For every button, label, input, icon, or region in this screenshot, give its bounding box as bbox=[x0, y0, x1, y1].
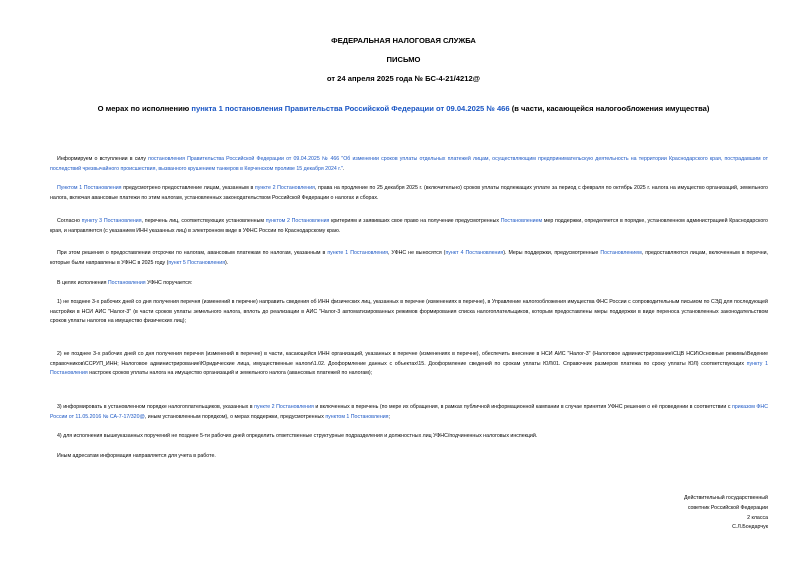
clause-5-link[interactable]: пункт 5 Постановления bbox=[168, 259, 226, 266]
clause-4-link[interactable]: пункт 4 Постановления bbox=[445, 250, 504, 256]
clause-2-link[interactable]: пункте 2 Постановления bbox=[254, 404, 314, 410]
document-date-number: от 24 апреля 2025 года № БС-4-21/4212@ bbox=[326, 74, 481, 83]
paragraph-text: настроек сроков уплаты налога на имущество организаций и земельного налога (авансовых платежей по налогам); bbox=[87, 370, 373, 376]
paragraph-text: Согласно bbox=[57, 218, 82, 224]
paragraph-text: 1) не позднее 3-х рабочих дней со дня получения перечня (изменений в перечне) направить сведения об ИНН физических лиц, указанных в перечне (изменениях в перечне), в Управление налогообложения имущества ФНС России с сопроводительным письмом по СЭД для последующей настройки в НСИ АИС "Налог-3" (в части сроков уплаты земельного налога, вплоть до реализации в АИС "Налог-3 автоматизированных режимов формирования списка налогоплательщиков, которым предоставлены меры поддержки в виде переноса установленных законодательством сроков уплаты налогов на имущество физических лиц); bbox=[50, 299, 768, 324]
paragraph-1 bbox=[50, 155, 768, 174]
paragraph-text: . bbox=[342, 165, 345, 172]
paragraph-3 bbox=[50, 217, 768, 236]
paragraph-8 bbox=[50, 403, 768, 422]
clause-1-link[interactable]: Пунктом 1 Постановления bbox=[57, 185, 122, 191]
paragraph-5 bbox=[50, 279, 768, 289]
paragraph-text: Информируем о вступлении в силу bbox=[57, 156, 149, 162]
signature-block bbox=[590, 494, 768, 533]
paragraph-text: мер поддержки, определяется в порядке, установленном администрацией Краснодарского края, и направляется (с указанием ИНН указанных лиц) в электронном виде в УФНС России по Краснодарскому краю. bbox=[50, 218, 768, 234]
clause-1-link[interactable]: пунктом 1 Постановления bbox=[325, 413, 389, 420]
paragraph-9 bbox=[50, 432, 768, 442]
clause-3-link[interactable]: пункту 3 Постановления bbox=[81, 218, 142, 224]
resolution-466-link[interactable]: постановления Правительства Российской Федерации от 09.04.2025 № 466 "Об изменении сроков уплаты отдельных платежей лицам, осуществляющим предпринимательскую деятельность на территории Краснодарского края, пострадавшим от последствий чрезвычайного происшествия, вызванного крушением танкеров в Керченском проливе 15 декабря 2024 г." bbox=[50, 156, 768, 172]
paragraph-text: , предоставляются лицам, включенным в перечни, которые были направлены в УФНС в 2025 году ( bbox=[50, 250, 768, 266]
paragraph-text: 4) для исполнения вышеуказанных поручений не позднее 5-ти рабочих дней определить ответственные структурные подразделения и должностных лиц УФНС/подчиненных налоговых инспекций. bbox=[57, 433, 538, 439]
paragraph-text: ). Меры поддержки, предусмотренные bbox=[503, 250, 601, 256]
paragraph-text: и включенных в перечень (по мере их обращения, в рамках публичной информационной кампании в случае принятия УФНС решения о её проведении в соответствии с bbox=[313, 404, 733, 410]
clause-1-link[interactable]: пункте 1 Постановления bbox=[327, 250, 388, 256]
paragraph-text: предусмотрено предоставление лицам, указанным в bbox=[121, 185, 255, 191]
paragraph-text: При этом решения о предоставлении отсрочки по налогам, авансовым платежам по налогам, указанным в bbox=[57, 250, 328, 256]
paragraph-7 bbox=[50, 350, 768, 379]
paragraph-4 bbox=[50, 249, 768, 268]
paragraph-text: В целях исполнения bbox=[57, 280, 108, 286]
resolution-link[interactable]: Постановлением bbox=[500, 218, 543, 224]
paragraph-text: ). bbox=[225, 259, 229, 266]
agency-title: ФЕДЕРАЛЬНАЯ НАЛОГОВАЯ СЛУЖБА bbox=[331, 36, 476, 45]
paragraph-text: УФНС поручается: bbox=[145, 280, 193, 286]
document-type: ПИСЬМО bbox=[386, 55, 421, 64]
signature-rank-line-1: Действительный государственный bbox=[684, 495, 768, 501]
resolution-link[interactable]: Постановлением bbox=[600, 250, 642, 256]
signature-class: 2 класса bbox=[747, 514, 768, 521]
paragraph-text: , УФНС не выносятся ( bbox=[387, 250, 446, 256]
paragraph-2 bbox=[50, 184, 768, 203]
subject-resolution-link[interactable]: пункта 1 постановления Правительства Российской Федерации от 09.04.2025 № 466 bbox=[191, 104, 510, 113]
paragraph-10 bbox=[50, 452, 768, 462]
paragraph-text: , права на продление по 25 декабря 2025 г. (включительно) сроков уплаты подлежащих уплате за период с февраля по октябрь 2025 г. налога на имущество организаций, земельного налога, включая авансовые платежи по этим налогам, установленных законодательством Российской Федерации о налогах и сборах. bbox=[50, 185, 768, 201]
paragraph-text: ; bbox=[388, 413, 390, 420]
paragraph-text: 3) информировать в установленном порядке налогоплательщиков, указанных в bbox=[57, 404, 255, 410]
fns-order-link[interactable]: приказом ФНС России от 11.05.2016 № СА-7-17/320@ bbox=[50, 404, 768, 420]
clause-2-link[interactable]: пунктом 2 Постановления bbox=[265, 218, 330, 224]
subject-suffix: (в части, касающейся налогообложения имущества) bbox=[509, 104, 710, 113]
paragraph-text: критериям и заявивших свое право на получение предусмотренных bbox=[329, 218, 501, 224]
clause-1-link[interactable]: пункту 1 Постановления bbox=[50, 360, 768, 376]
paragraph-text: , иным установленным порядком), о мерах поддержки, предусмотренных bbox=[144, 413, 326, 420]
clause-2-link[interactable]: пункте 2 Постановления bbox=[254, 185, 315, 191]
paragraph-text: , перечень лиц, соответствующих установленным bbox=[141, 218, 266, 224]
resolution-link[interactable]: Постановления bbox=[107, 280, 146, 286]
subject-prefix: О мерах по исполнению bbox=[97, 104, 192, 113]
signature-name: С.Л.Бондарчук bbox=[732, 524, 768, 531]
paragraph-6 bbox=[50, 298, 768, 327]
paragraph-text: Иным адресатам информация направляется для учета в работе. bbox=[57, 453, 216, 459]
document-subject bbox=[30, 104, 777, 114]
signature-rank-line-2: советник Российской Федерации bbox=[687, 504, 768, 511]
paragraph-text: 2) не позднее 3-х рабочих дней со дня получения перечня (изменений в перечне) в части, касающейся ИНН организаций, указанных в перечне (изменениях в перечне), обеспечить внесение в НСИ АИС "Налог-3" (Налоговое администрирование\СЦВ НСИ\Основные режимы\Ведение справочников\ССРУП_ИНН; Налоговое администрирование\Юридические лица, имущественные налоги\1.02. Дооформление данных с объектах\15. Дооформление сведений по срокам уплаты ЮЛ\01. Справочник размеров платежа по сроку уплаты ЮЛ) соответствующих bbox=[50, 351, 768, 367]
